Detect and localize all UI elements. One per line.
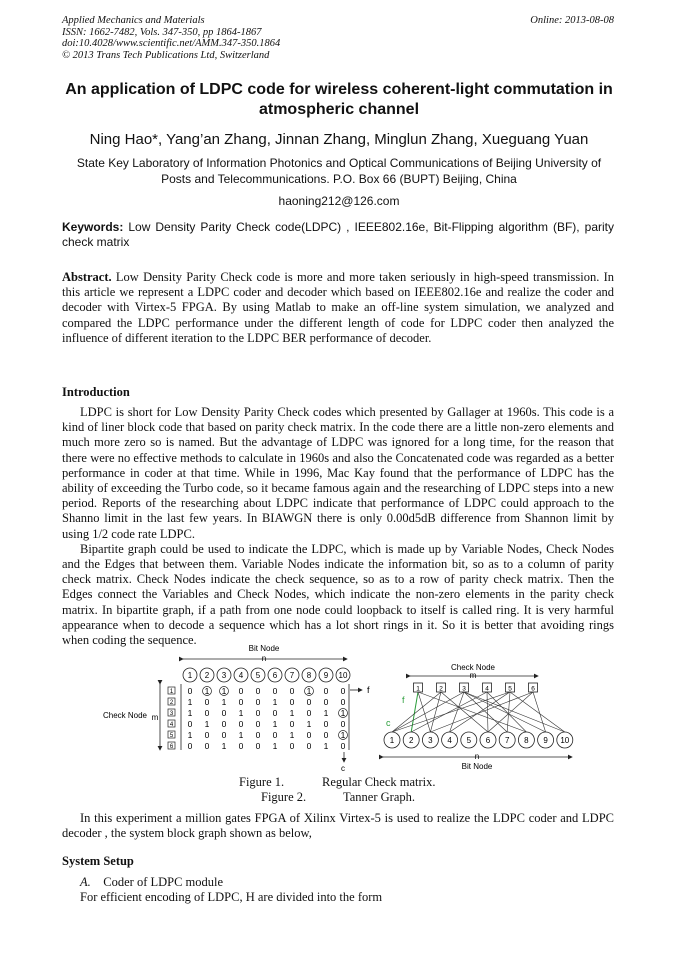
tanner-edge — [533, 692, 546, 732]
n-label-fig1: n — [261, 654, 267, 663]
abstract-label: Abstract. — [62, 270, 112, 284]
figure1-caption-label: Figure 1. — [239, 775, 285, 789]
matrix-cell: 1 — [238, 730, 244, 740]
m-label-fig2: m — [469, 671, 477, 680]
matrix-cell: 0 — [289, 686, 295, 696]
column-header-label: 9 — [323, 671, 329, 680]
tanner-edge — [430, 692, 441, 732]
figure-area — [0, 640, 678, 775]
n-label-fig2: n — [474, 752, 480, 761]
tanner-bit-label: 10 — [560, 736, 570, 745]
matrix-cell: 0 — [187, 686, 193, 696]
matrix-cell: 0 — [187, 719, 193, 729]
check-matrix-figure — [103, 644, 370, 773]
matrix-cell: 0 — [238, 697, 244, 707]
matrix-cell: 0 — [255, 686, 261, 696]
matrix-cell: 0 — [238, 741, 244, 751]
journal-doi: doi:10.4028/www.scientific.net/AMM.347-350.1864 — [62, 38, 281, 49]
column-headers — [183, 668, 350, 682]
matrix-cell: 0 — [306, 697, 312, 707]
tanner-bit-label: 3 — [428, 736, 433, 745]
tanner-check-label: 6 — [531, 685, 535, 693]
matrix-cell: 1 — [238, 708, 244, 718]
setup-a-label: A. — [80, 875, 91, 889]
matrix-cell: 0 — [255, 697, 261, 707]
tanner-bit-label: 9 — [543, 736, 548, 745]
paper-affiliation: State Key Laboratory of Information Photonics and Optical Communications of Beijing University of Posts and Telecommunications. P.O. Box 66 (BUPT) Beijing, China — [76, 156, 602, 186]
column-header-label: 3 — [221, 671, 227, 680]
tanner-check-label: 5 — [508, 685, 512, 693]
matrix-cell: 0 — [221, 708, 227, 718]
matrix-cell: 0 — [204, 708, 210, 718]
matrix-cell: 0 — [289, 719, 295, 729]
matrix-cell: 1 — [187, 697, 193, 707]
intro-paragraph-1: LDPC is short for Low Density Parity Check codes which presented by Gallager at 1960s. This code is a kind of liner block code that based on parity check matrix. In the code there are a little non-zero elements and much more zero so is named. But the advantage of LDPC was ignored for a long time, for the reason that there were no effective methods to calculate in 1960s and also the Concatenated code was regarded as a better performance in coder at that time. While in 1996, Mac Kay found that the performance of LDPC has the ability of exceeding the Turbo code, so it became famous again and the researching of LDPC steps into a new period. Reports of the researching about LDPC indicate that performance of LDPC could approach to the Shanno limit in the last few years. In BIAWGN there is only 0.00d5dB difference from Shannon limit by using 1/2 code rate LDPC. — [62, 405, 614, 541]
matrix-cell: 1 — [340, 730, 346, 740]
matrix-cell: 0 — [272, 686, 278, 696]
matrix-cell: 1 — [272, 741, 278, 751]
matrix-cell: 0 — [323, 697, 329, 707]
matrix-cell: 0 — [272, 708, 278, 718]
matrix-cell: 1 — [306, 686, 312, 696]
matrix-cell: 1 — [272, 697, 278, 707]
figure2-caption-text: Tanner Graph. — [343, 790, 416, 804]
tanner-bit-label: 6 — [485, 736, 491, 745]
matrix-cell: 1 — [204, 686, 210, 696]
journal-name: Applied Mechanics and Materials — [62, 15, 205, 26]
matrix-cell: 1 — [289, 708, 295, 718]
journal-issn: ISSN: 1662-7482, Vols. 347-350, pp 1864-1867 — [62, 26, 262, 38]
matrix-cell: 0 — [238, 719, 244, 729]
tanner-bit-label: 8 — [524, 736, 529, 745]
tanner-check-label: 1 — [416, 685, 420, 693]
matrix-cell: 1 — [289, 730, 295, 740]
matrix-cell: 0 — [204, 730, 210, 740]
matrix-cell: 0 — [289, 697, 295, 707]
matrix-cell: 0 — [323, 686, 329, 696]
bit-node-label: Bit Node — [248, 644, 280, 653]
matrix-cell: 0 — [204, 741, 210, 751]
c-label-fig2: c — [386, 718, 391, 728]
keywords-block — [62, 220, 614, 250]
tanner-bit-label: 5 — [466, 736, 472, 745]
online-date: Online: 2013-08-08 — [530, 15, 614, 26]
experiment-block — [62, 811, 614, 841]
setup-a-text: Coder of LDPC module — [103, 875, 224, 889]
abstract-block — [62, 270, 614, 346]
f-label-fig1: f — [367, 685, 370, 695]
setup-block — [62, 875, 614, 905]
row-header-label: 4 — [169, 722, 174, 728]
tanner-check-nodes — [414, 683, 538, 693]
column-header-label: 1 — [187, 671, 193, 680]
tanner-edge — [430, 692, 533, 732]
matrix-cell: 0 — [306, 730, 312, 740]
matrix-cell: 0 — [272, 730, 278, 740]
check-node-label-fig1: Check Node — [102, 711, 148, 720]
intro-heading: Introduction — [62, 385, 130, 399]
paper-email: haoning212@126.com — [278, 194, 400, 208]
matrix-cell: 1 — [323, 708, 329, 718]
column-header-label: 5 — [255, 671, 261, 680]
c-label-fig1: c — [341, 764, 345, 773]
row-headers — [168, 687, 175, 750]
paper-title: An application of LDPC code for wireless coherent-light commutation in atmospheric channel — [65, 81, 613, 118]
intro-block — [62, 405, 614, 648]
column-header-label: 8 — [306, 671, 312, 680]
matrix-cell: 1 — [221, 686, 227, 696]
tanner-check-label: 3 — [462, 685, 466, 693]
journal-copyright: © 2013 Trans Tech Publications Ltd, Switzerland — [62, 49, 270, 61]
matrix-cells — [188, 686, 348, 751]
tanner-bit-label: 2 — [408, 736, 414, 745]
matrix-cell: 0 — [238, 686, 244, 696]
paper-authors: Ning Hao*, Yang’an Zhang, Jinnan Zhang, Minglun Zhang, Xueguang Yuan — [89, 131, 589, 148]
column-header-label: 4 — [238, 671, 244, 680]
tanner-edge — [411, 692, 418, 732]
matrix-cell: 0 — [221, 730, 227, 740]
row-header-label: 2 — [169, 700, 174, 706]
matrix-cell: 0 — [323, 719, 329, 729]
matrix-cell: 1 — [221, 741, 227, 751]
journal-header — [62, 15, 280, 61]
setup-heading: System Setup — [62, 854, 134, 868]
tanner-bit-label: 7 — [504, 736, 510, 745]
row-header-label: 5 — [169, 733, 174, 739]
check-node-label-fig2: Check Node — [450, 663, 496, 672]
matrix-cell: 0 — [187, 741, 193, 751]
experiment-paragraph: In this experiment a million gates FPGA of Xilinx Virtex-5 is used to realize the LDPC coder and LDPC decoder , the system block graph shown as below, — [62, 811, 614, 841]
matrix-cell: 1 — [340, 708, 346, 718]
matrix-cell: 1 — [187, 730, 193, 740]
matrix-cell: 0 — [340, 686, 346, 696]
setup-line: For efficient encoding of LDPC, H are divided into the form — [80, 890, 383, 905]
matrix-cell: 0 — [255, 719, 261, 729]
intro-paragraph-2: Bipartite graph could be used to indicate the LDPC, which is made up by Variable Nodes, Check Nodes and the Edges that between them. Variable Nodes indicate the information bit, so as to a column of parity check matrix. Check Nodes indicate the check sequence, so as to a row of parity check matrix. Then the Edges connect the Variables and Check Nodes, which indicate the non-zero elements in the parity check matrix. In bipartite graph, if a path from one node could loopback to itself is called ring. It is very harmful appearance when to decode a sequence which has a lot short rings in it. So it is better that avoiding rings when coding the sequence. — [62, 541, 614, 648]
tanner-edge — [392, 692, 510, 732]
matrix-cell: 0 — [306, 741, 312, 751]
column-header-label: 7 — [289, 671, 295, 680]
abstract-text: Low Density Parity Check code is more and more taken seriously in high-speed transmission. In this article we represent a LDPC coder and decoder which based on IEEE802.16e and realize the coder and decoder with Virtex-5 FPGA. By using Matlab to make an off-line system simulation, we analyzed and compared the LDPC performance under the different length of code for LDPC coder then analyzed the influence of different iteration to the LDPC BER performance of decoder. — [62, 270, 614, 345]
matrix-cell: 0 — [340, 697, 346, 707]
tanner-edge — [487, 692, 488, 732]
matrix-cell: 0 — [221, 719, 227, 729]
bit-node-label-fig2: Bit Node — [461, 762, 493, 771]
tanner-edge — [411, 692, 487, 732]
matrix-cell: 0 — [204, 697, 210, 707]
keywords-label: Keywords: — [62, 220, 124, 234]
tanner-bit-label: 1 — [389, 736, 395, 745]
column-header-label: 6 — [272, 671, 278, 680]
tanner-edge — [464, 692, 565, 732]
f-label-fig2: f — [402, 695, 405, 705]
tanner-graph-figure — [383, 663, 573, 771]
matrix-cell: 1 — [221, 697, 227, 707]
matrix-cell: 1 — [323, 741, 329, 751]
matrix-cell: 0 — [306, 708, 312, 718]
row-header-label: 1 — [169, 689, 174, 695]
matrix-cell: 0 — [323, 730, 329, 740]
column-header-label: 2 — [204, 671, 210, 680]
row-header-label: 6 — [169, 744, 174, 750]
matrix-cell: 0 — [255, 741, 261, 751]
tanner-check-label: 2 — [439, 685, 443, 693]
tanner-bit-label: 4 — [447, 736, 452, 745]
tanner-check-label: 4 — [485, 685, 489, 693]
matrix-cell: 1 — [272, 719, 278, 729]
matrix-cell: 0 — [340, 741, 346, 751]
matrix-cell: 0 — [289, 741, 295, 751]
figure2-caption-label: Figure 2. — [261, 790, 307, 804]
tanner-edges — [392, 692, 565, 732]
matrix-cell: 0 — [340, 719, 346, 729]
tanner-bit-nodes — [384, 732, 573, 748]
matrix-cell: 1 — [306, 719, 312, 729]
matrix-cell: 1 — [187, 708, 193, 718]
row-header-label: 3 — [169, 711, 174, 717]
figure1-caption-text: Regular Check matrix. — [322, 775, 436, 789]
column-header-label: 10 — [338, 671, 348, 680]
m-label-fig1: m — [151, 713, 159, 722]
matrix-cell: 1 — [204, 719, 210, 729]
matrix-cell: 0 — [255, 708, 261, 718]
setup-item-a — [62, 875, 614, 890]
matrix-cell: 0 — [255, 730, 261, 740]
keywords-text: Low Density Parity Check code(LDPC) , IEEE802.16e, Bit-Flipping algorithm (BF), parity check matrix — [62, 220, 614, 249]
